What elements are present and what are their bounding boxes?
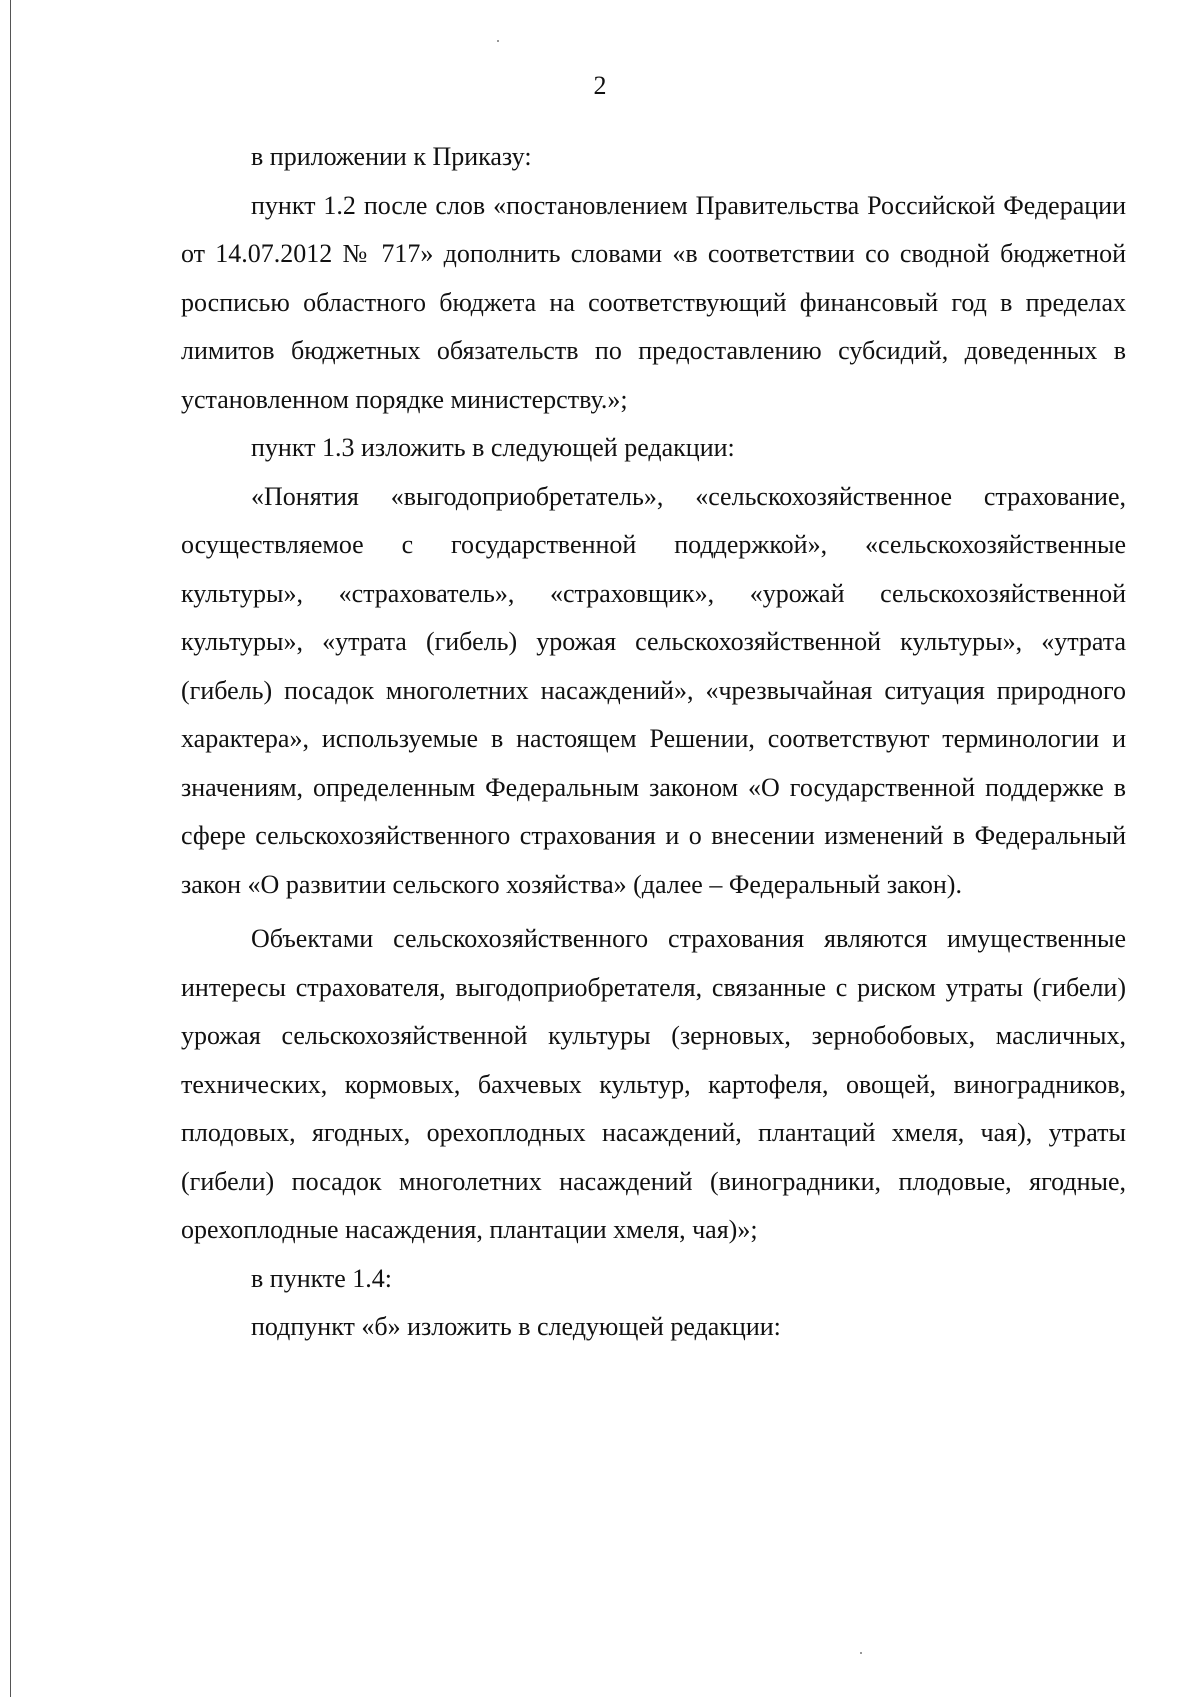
paragraph-item-1-2: пункт 1.2 после слов «постановлением Правительства Российской Федерации от 14.07.2012 № 717» дополнить словами «в соответствии со сводной бюджетной росписью областного бюджета на соответствующий финансовый год в пределах лимитов бюджетных обязательств по предоставлению субсидий, доведенных в установленном порядке министерству.»; <box>181 190 1126 414</box>
paragraph-appendix-intro: в приложении к Приказу: <box>251 142 532 171</box>
paragraph-insurance-objects: Объектами сельскохозяйственного страхования являются имущественные интересы страхователя, выгодоприобретателя, связанные с риском утраты (гибели) урожая сельскохозяйственной культуры (зерновых, зернобобовых, масличных, технических, кормовых, бахчевых культур, картофеля, овощей, виноградников, плодовых, ягодных, орехоплодных насаждений, плантаций хмеля, чая), утраты (гибели) посадок многолетних насаждений (виноградники, плодовые, ягодные, орехоплодные насаждения, плантации хмеля, чая)»; <box>181 924 1126 1244</box>
scan-edge-line <box>10 0 11 1697</box>
paragraph-item-1-4: в пункте 1.4: <box>251 1263 393 1293</box>
paragraph-item-1-3-intro: пункт 1.3 изложить в следующей редакции: <box>251 433 735 462</box>
scan-speck <box>860 1652 862 1654</box>
document-body <box>181 133 1126 1352</box>
paragraph-definitions: «Понятия «выгодоприобретатель», «сельскохозяйственное страхование, осуществляемое с государственной поддержкой», «сельскохозяйственные культуры», «страхователь», «страховщик», «урожай сельскохозяйственной культуры», «утрата (гибель) урожая сельскохозяйственной культуры», «утрата (гибель) посадок многолетних насаждений», «чрезвычайная ситуация природного характера», используемые в настоящем Решении, соответствуют терминологии и значениям, определенным Федеральным законом «О государственной поддержке в сфере сельскохозяйственного страхования и о внесении изменений в Федеральный закон «О развитии сельского хозяйства» (далее – Федеральный закон). <box>181 481 1126 899</box>
paragraph-subitem-b: подпункт «б» изложить в следующей редакции: <box>251 1312 781 1341</box>
page-number: 2 <box>593 71 607 100</box>
scan-speck <box>497 40 499 42</box>
